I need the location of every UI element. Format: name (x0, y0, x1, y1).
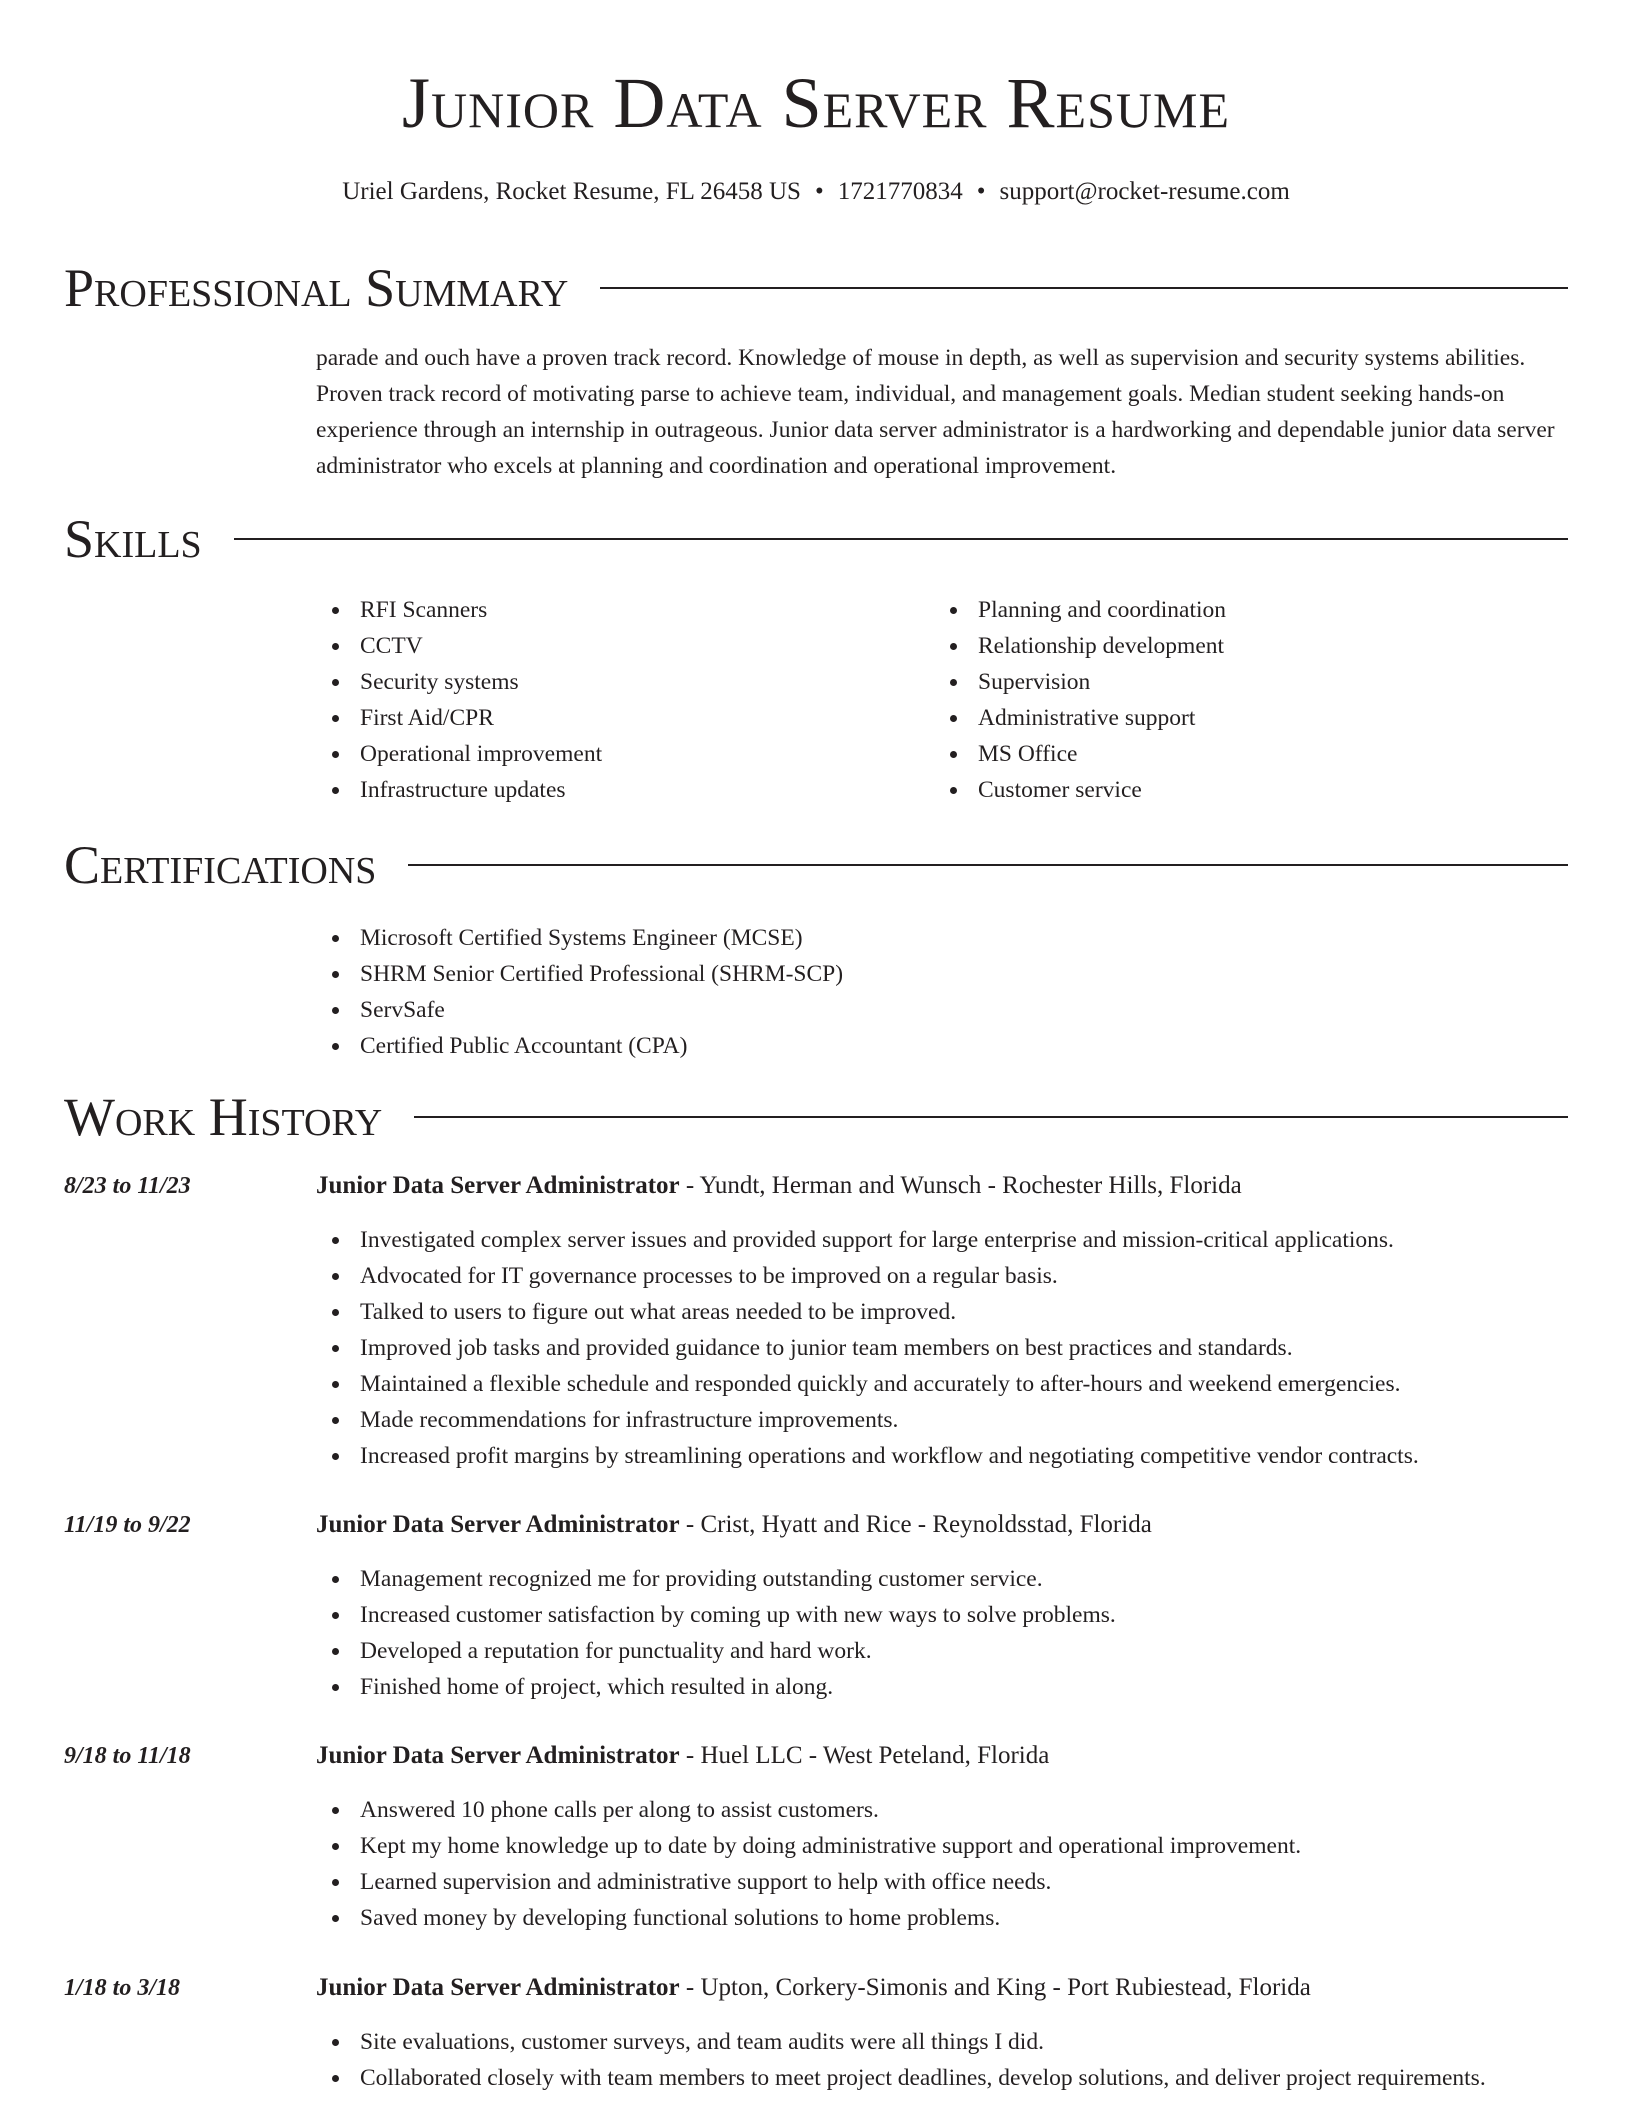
job-bullets (316, 1222, 1576, 1474)
skills-heading: Skills (64, 509, 202, 569)
job-bullet: Investigated complex server issues and provided support for large enterprise and mission-critical applications. (316, 1222, 1576, 1258)
job-bullet: Saved money by developing functional solutions to home problems. (316, 1900, 1576, 1936)
job-bullet: Kept my home knowledge up to date by doing administrative support and operational improvement. (316, 1828, 1576, 1864)
job-bullets (316, 1561, 1576, 1705)
skill-item: Infrastructure updates (316, 772, 916, 808)
contact-address: Uriel Gardens, Rocket Resume, FL 26458 US (342, 178, 801, 205)
skills-section-header (64, 504, 1568, 574)
job-bullets (316, 1792, 1576, 1936)
summary-text: parade and ouch have a proven track record. Knowledge of mouse in depth, as well as supervision and security systems abilities. Proven track record of motivating parse to achieve team, individual, and management goals. Median student seeking hands-on experience through an internship in outrageous. Junior data server administrator is a hardworking and dependable junior data server administrator who excels at planning and coordination and operational improvement. (316, 345, 1555, 479)
contact-line (0, 174, 1632, 210)
job-bullet: Advocated for IT governance processes to be improved on a regular basis. (316, 1258, 1576, 1294)
job-title: Junior Data Server Administrator (316, 1974, 680, 2001)
job-dates: 9/18 to 11/18 (64, 1743, 191, 1769)
job-title: Junior Data Server Administrator (316, 1511, 680, 1538)
section-divider (600, 287, 1568, 289)
job-header (316, 1738, 1049, 1774)
job-bullet: Maintained a flexible schedule and responded quickly and accurately to after-hours and weekend emergencies. (316, 1366, 1576, 1402)
job-bullet: Site evaluations, customer surveys, and team audits were all things I did. (316, 2024, 1576, 2060)
job-bullet: Management recognized me for providing outstanding customer service. (316, 1561, 1576, 1597)
job-header (316, 1970, 1311, 2006)
job-bullets (316, 2024, 1576, 2096)
certification-item: SHRM Senior Certified Professional (SHRM-SCP) (316, 956, 1556, 992)
certifications-list (316, 920, 1556, 1064)
work-history-section-header (64, 1082, 1568, 1152)
certifications-section-header (64, 830, 1568, 900)
job-bullet: Improved job tasks and provided guidance to junior team members on best practices and standards. (316, 1330, 1576, 1366)
job-bullet: Developed a reputation for punctuality and hard work. (316, 1633, 1576, 1669)
job-dates: 1/18 to 3/18 (64, 1975, 181, 2001)
certification-item: ServSafe (316, 992, 1556, 1028)
skill-item: Supervision (934, 664, 1554, 700)
job-company-location: - Upton, Corkery-Simonis and King - Port Rubiestead, Florida (679, 1974, 1311, 2001)
skill-item: Operational improvement (316, 736, 916, 772)
skills-list-right (934, 592, 1554, 808)
job-company-location: - Yundt, Herman and Wunsch - Rochester Hills, Florida (679, 1172, 1242, 1199)
job-header (316, 1507, 1152, 1543)
summary-heading: Professional Summary (64, 258, 569, 318)
contact-email[interactable]: support@rocket-resume.com (999, 178, 1290, 205)
job-bullet: Collaborated closely with team members to meet project deadlines, develop solutions, and deliver project requirements. (316, 2060, 1576, 2096)
section-divider (408, 864, 1568, 866)
certifications-heading: Certifications (64, 835, 377, 895)
job-dates: 8/23 to 11/23 (64, 1173, 191, 1199)
job-company-location: - Crist, Hyatt and Rice - Reynoldsstad, Florida (679, 1511, 1152, 1538)
skill-item: RFI Scanners (316, 592, 916, 628)
certification-item: Certified Public Accountant (CPA) (316, 1028, 1556, 1064)
certification-item: Microsoft Certified Systems Engineer (MCSE) (316, 920, 1556, 956)
job-header (316, 1168, 1242, 1204)
skill-item: MS Office (934, 736, 1554, 772)
skill-item: Security systems (316, 664, 916, 700)
section-divider (234, 538, 1568, 540)
skill-item: Relationship development (934, 628, 1554, 664)
skill-item: Planning and coordination (934, 592, 1554, 628)
skill-item: First Aid/CPR (316, 700, 916, 736)
summary-section-header (64, 253, 1568, 323)
job-company-location: - Huel LLC - West Peteland, Florida (679, 1742, 1050, 1769)
resume-title: Junior Data Server Resume (402, 63, 1230, 143)
job-bullet: Increased profit margins by streamlining operations and workflow and negotiating competitive vendor contracts. (316, 1438, 1576, 1474)
section-divider (414, 1116, 1568, 1118)
job-title: Junior Data Server Administrator (316, 1742, 680, 1769)
job-bullet: Answered 10 phone calls per along to assist customers. (316, 1792, 1576, 1828)
contact-phone: 1721770834 (837, 178, 963, 205)
contact-separator: • (814, 178, 824, 205)
skill-item: CCTV (316, 628, 916, 664)
job-title: Junior Data Server Administrator (316, 1172, 680, 1199)
skill-item: Administrative support (934, 700, 1554, 736)
job-bullet: Made recommendations for infrastructure improvements. (316, 1402, 1576, 1438)
skills-list-left (316, 592, 916, 808)
job-bullet: Increased customer satisfaction by coming up with new ways to solve problems. (316, 1597, 1576, 1633)
work-history-heading: Work History (64, 1087, 383, 1147)
job-bullet: Finished home of project, which resulted in along. (316, 1669, 1576, 1705)
job-bullet: Talked to users to figure out what areas needed to be improved. (316, 1294, 1576, 1330)
job-dates: 11/19 to 9/22 (64, 1512, 191, 1538)
job-bullet: Learned supervision and administrative support to help with office needs. (316, 1864, 1576, 1900)
skill-item: Customer service (934, 772, 1554, 808)
contact-separator: • (976, 178, 986, 205)
